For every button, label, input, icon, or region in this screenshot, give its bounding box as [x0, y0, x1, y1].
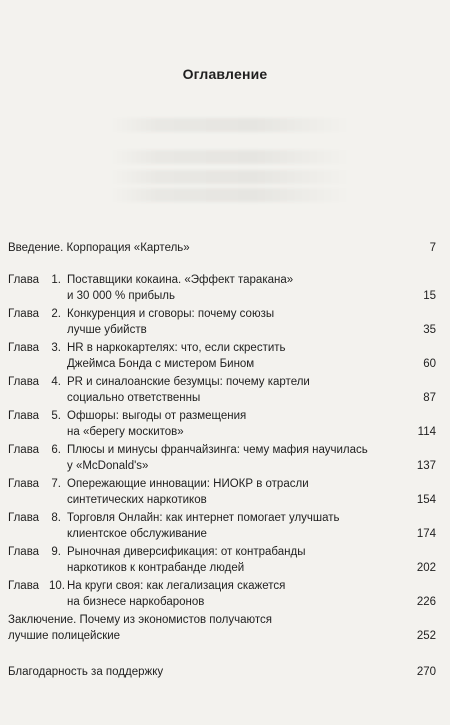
- entry-title: [67, 306, 382, 338]
- entry-title: [8, 240, 388, 256]
- chapter-number: 5.: [51, 410, 61, 422]
- toc-entry-chapter: [8, 374, 436, 406]
- entry-title-line: На круги своя: как легализация скажется: [67, 580, 286, 592]
- entry-title-line: у «McDonald's»: [67, 460, 149, 472]
- entry-title-line: синтетических наркотиков: [67, 494, 207, 506]
- page-number: 154: [416, 494, 436, 506]
- entry-title-line: лучше убийств: [67, 324, 147, 336]
- entry-title-line: Благодарность за поддержку: [8, 666, 164, 678]
- page-number: 270: [416, 666, 436, 678]
- entry-title-line: на бизнесе наркобаронов: [67, 596, 205, 608]
- entry-title: [67, 340, 382, 372]
- entry-title: [8, 664, 388, 680]
- toc-entry-chapter: [8, 340, 436, 372]
- chapter-number: 1.: [51, 274, 61, 286]
- chapter-label: Глава: [8, 308, 40, 320]
- page-number: 15: [423, 290, 436, 302]
- chapter-number: 4.: [51, 376, 61, 388]
- entry-title-line: клиентское обслуживание: [67, 528, 207, 540]
- entry-title-line: PR и синалоанские безумцы: почему картели: [67, 376, 310, 388]
- chapter-label: Глава: [8, 376, 40, 388]
- toc-entry-chapter: [8, 442, 436, 474]
- bleed-through-smudge: [110, 150, 350, 164]
- chapter-label: Глава: [8, 274, 40, 286]
- chapter-number: 3.: [51, 342, 61, 354]
- entry-title-line: Конкуренция и сговоры: почему союзы: [67, 308, 275, 320]
- entry-title: [67, 374, 382, 406]
- entry-title-line: социально ответственны: [67, 392, 201, 404]
- chapter-number: 6.: [51, 444, 61, 456]
- entry-title-line: Введение. Корпорация «Картель»: [8, 242, 190, 254]
- entry-title: [67, 408, 382, 440]
- entry-title-line: Торговля Онлайн: как интернет помогает улучшать: [67, 512, 340, 524]
- entry-title: [8, 612, 388, 644]
- entry-title-line: на «берегу москитов»: [67, 426, 184, 438]
- entry-title: [67, 544, 382, 576]
- chapter-number: 2.: [51, 308, 61, 320]
- entry-title: [67, 442, 382, 474]
- entry-title-line: Рыночная диверсификация: от контрабанды: [67, 546, 306, 558]
- entry-title-line: Заключение. Почему из экономистов получаются: [8, 614, 272, 626]
- entry-title-line: Джеймса Бонда с мистером Бином: [67, 358, 255, 370]
- page-number: 87: [423, 392, 436, 404]
- chapter-number: 10.: [49, 580, 65, 592]
- entry-title: [67, 476, 382, 508]
- entry-title-line: Опережающие инновации: НИОКР в отрасли: [67, 478, 309, 490]
- entry-title: [67, 510, 382, 542]
- chapter-label: Глава: [8, 342, 40, 354]
- toc-entry-chapter: [8, 544, 436, 576]
- toc-entry-chapter: [8, 578, 436, 610]
- chapter-label: Глава: [8, 512, 40, 524]
- entry-title-line: Офшоры: выгоды от размещения: [67, 410, 247, 422]
- toc-entry-intro: [8, 240, 436, 256]
- chapter-label: Глава: [8, 444, 40, 456]
- entry-title-line: HR в наркокартелях: что, если скрестить: [67, 342, 286, 354]
- page-number: 60: [423, 358, 436, 370]
- page-number: 35: [423, 324, 436, 336]
- page-number: 202: [416, 562, 436, 574]
- page-number: 137: [416, 460, 436, 472]
- entry-title: [67, 272, 382, 304]
- toc-entry-conclusion: [8, 612, 436, 644]
- page-number: 252: [416, 630, 436, 642]
- bleed-through-smudge: [110, 170, 350, 184]
- page-number: 226: [416, 596, 436, 608]
- chapter-label: Глава: [8, 478, 40, 490]
- toc-entry-chapter: [8, 306, 436, 338]
- toc-entry-chapter: [8, 408, 436, 440]
- entry-title-line: лучшие полицейские: [8, 630, 121, 642]
- entry-title-line: наркотиков к контрабанде людей: [67, 562, 245, 574]
- bleed-through-smudge: [110, 118, 350, 132]
- chapter-label: Глава: [8, 580, 40, 592]
- page-number: 114: [417, 426, 436, 438]
- page-number: 7: [429, 242, 436, 254]
- entry-title-line: Плюсы и минусы франчайзинга: чему мафия научилась: [67, 444, 368, 456]
- chapter-number: 7.: [51, 478, 61, 490]
- chapter-label: Глава: [8, 546, 40, 558]
- bleed-through-smudge: [110, 188, 350, 202]
- chapter-number: 9.: [51, 546, 61, 558]
- toc-entry-acknowledgements: [8, 664, 436, 680]
- entry-title-line: и 30 000 % прибыль: [67, 290, 176, 302]
- toc-entry-chapter: [8, 510, 436, 542]
- chapter-label: Глава: [8, 410, 40, 422]
- toc-entry-chapter: [8, 272, 436, 304]
- chapter-number: 8.: [51, 512, 61, 524]
- entry-title-line: Поставщики кокаина. «Эффект таракана»: [67, 274, 294, 286]
- toc-entry-chapter: [8, 476, 436, 508]
- page-number: 174: [416, 528, 436, 540]
- entry-title: [67, 578, 382, 610]
- toc-heading: Оглавление: [182, 66, 268, 82]
